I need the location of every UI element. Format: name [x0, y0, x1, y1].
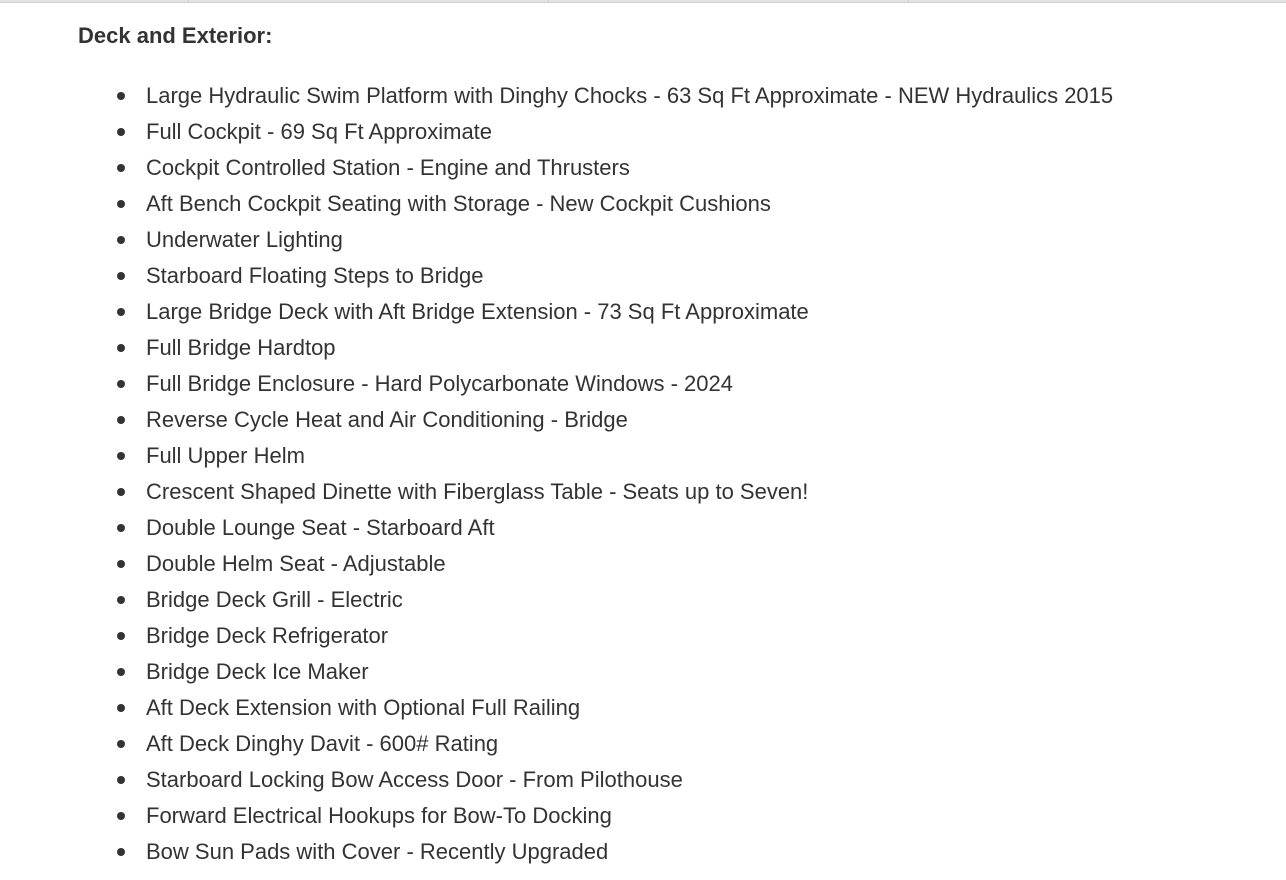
list-item [0, 402, 1286, 438]
list-item-text: Cockpit Controlled Station - Engine and Thrusters [146, 155, 630, 180]
list-item [0, 654, 1286, 690]
list-item-text: Full Bridge Hardtop [146, 335, 336, 360]
bullet-icon [117, 236, 125, 244]
feature-list [0, 78, 1286, 870]
list-item [0, 726, 1286, 762]
bullet-icon [117, 200, 125, 208]
list-item [0, 186, 1286, 222]
divider-tick [548, 0, 549, 3]
bullet-icon [117, 272, 125, 280]
list-item [0, 474, 1286, 510]
list-item-text: Bridge Deck Grill - Electric [146, 587, 403, 612]
list-item [0, 618, 1286, 654]
bullet-icon [117, 380, 125, 388]
bullet-icon [117, 560, 125, 568]
list-item-text: Reverse Cycle Heat and Air Conditioning - Bridge [146, 407, 628, 432]
bullet-icon [117, 704, 125, 712]
list-item [0, 834, 1286, 870]
bullet-icon [117, 92, 125, 100]
bullet-icon [117, 776, 125, 784]
section-heading: Deck and Exterior: [78, 23, 273, 48]
list-item [0, 78, 1286, 114]
list-item [0, 114, 1286, 150]
list-item [0, 690, 1286, 726]
list-item-text: Large Bridge Deck with Aft Bridge Extension - 73 Sq Ft Approximate [146, 299, 809, 324]
bullet-icon [117, 452, 125, 460]
list-item-text: Double Helm Seat - Adjustable [146, 551, 446, 576]
list-item [0, 330, 1286, 366]
list-item [0, 438, 1286, 474]
list-item-text: Full Cockpit - 69 Sq Ft Approximate [146, 119, 493, 144]
list-item-text: Aft Deck Extension with Optional Full Railing [146, 695, 581, 720]
list-item-text: Starboard Locking Bow Access Door - From Pilothouse [146, 767, 683, 792]
list-item-text: Starboard Floating Steps to Bridge [146, 263, 484, 288]
list-item [0, 798, 1286, 834]
bullet-icon [117, 524, 125, 532]
bullet-icon [117, 848, 125, 856]
list-item [0, 546, 1286, 582]
list-item [0, 366, 1286, 402]
divider-tick [908, 0, 909, 3]
list-item-text: Double Lounge Seat - Starboard Aft [146, 515, 495, 540]
bullet-icon [117, 596, 125, 604]
list-item-text: Full Bridge Enclosure - Hard Polycarbonate Windows - 2024 [146, 371, 733, 396]
bullet-icon [117, 668, 125, 676]
bullet-icon [117, 164, 125, 172]
list-item-text: Crescent Shaped Dinette with Fiberglass Table - Seats up to Seven! [146, 479, 809, 504]
bullet-icon [117, 812, 125, 820]
list-item-text: Aft Deck Dinghy Davit - 600# Rating [146, 731, 499, 756]
list-item-text: Large Hydraulic Swim Platform with Dinghy Chocks - 63 Sq Ft Approximate - NEW Hydraulics 2015 [146, 83, 1114, 108]
list-item [0, 258, 1286, 294]
list-item-text: Bridge Deck Ice Maker [146, 659, 369, 684]
list-item [0, 582, 1286, 618]
top-divider [0, 0, 1286, 3]
bullet-icon [117, 488, 125, 496]
list-item [0, 762, 1286, 798]
bullet-icon [117, 128, 125, 136]
bullet-icon [117, 344, 125, 352]
list-item [0, 294, 1286, 330]
bullet-icon [117, 740, 125, 748]
bullet-icon [117, 308, 125, 316]
bullet-icon [117, 416, 125, 424]
list-item-text: Underwater Lighting [146, 227, 343, 252]
list-item-text: Bridge Deck Refrigerator [146, 623, 389, 648]
bullet-icon [117, 632, 125, 640]
list-item [0, 222, 1286, 258]
list-item-text: Aft Bench Cockpit Seating with Storage - New Cockpit Cushions [146, 191, 771, 216]
divider-tick [188, 0, 189, 3]
list-item [0, 510, 1286, 546]
list-item-text: Full Upper Helm [146, 443, 305, 468]
list-item-text: Forward Electrical Hookups for Bow-To Docking [146, 803, 612, 828]
list-item [0, 150, 1286, 186]
list-item-text: Bow Sun Pads with Cover - Recently Upgraded [146, 839, 609, 864]
